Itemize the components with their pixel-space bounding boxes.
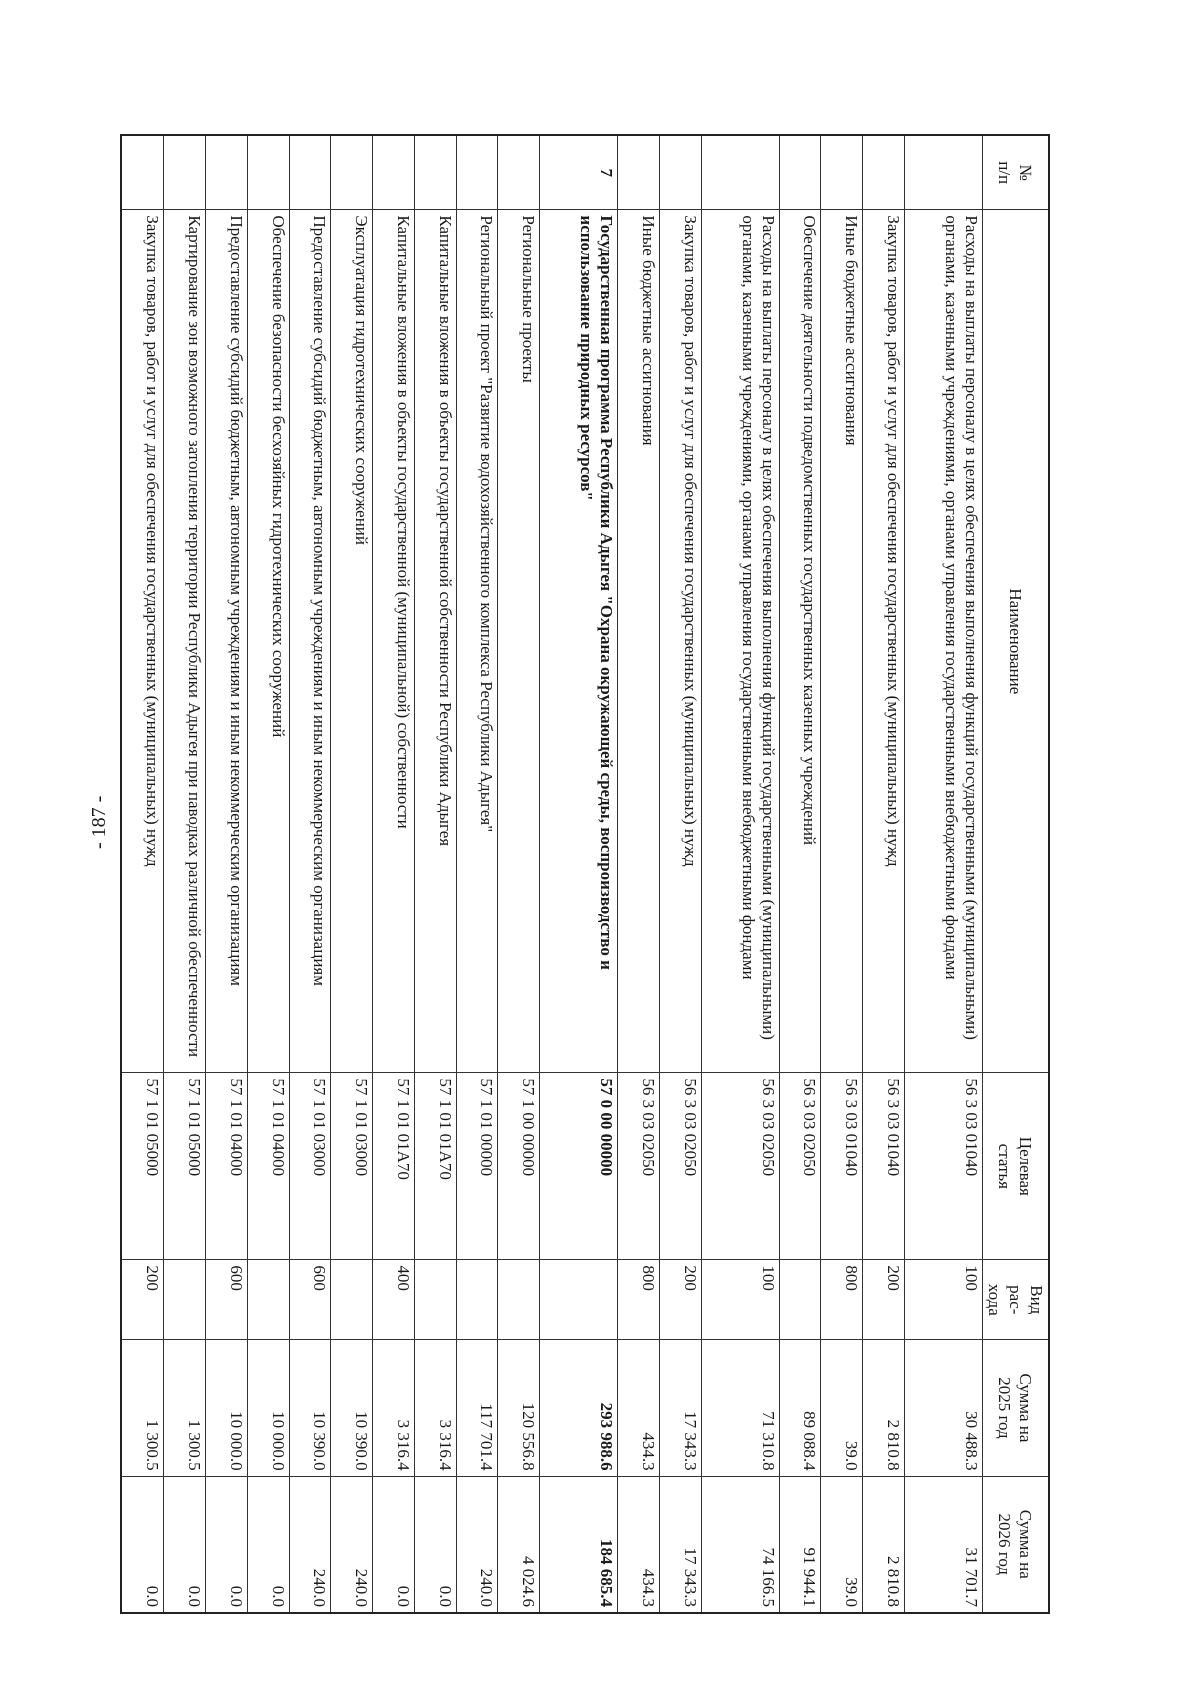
- table-row: [206, 135, 248, 1613]
- row-vid: 200: [121, 1260, 164, 1340]
- row-vid: 200: [863, 1260, 905, 1340]
- row-num: [701, 135, 779, 210]
- row-sum-2025: 3 316.4: [373, 1340, 415, 1476]
- table-row: [498, 135, 540, 1613]
- row-sum-2026: 0.0: [206, 1476, 248, 1613]
- row-name: Предоставление субсидий бюджетным, автономным учреждениям и иным некоммерческим организациям: [289, 210, 331, 1073]
- table-row: [540, 135, 618, 1613]
- header-code: Целевая статья: [983, 1073, 1050, 1260]
- row-vid: [331, 1260, 373, 1340]
- row-num: [206, 135, 248, 210]
- row-name: Закупка товаров, работ и услуг для обеспечения государственных (муниципальных) нужд: [659, 210, 701, 1073]
- row-num: [289, 135, 331, 210]
- row-sum-2025: 71 310.8: [701, 1340, 779, 1476]
- row-name: Государственная программа Республики Адыгея "Охрана окружающей среды, воспроизводство и использование природных ресурсов": [540, 210, 618, 1073]
- row-sum-2026: 17 343.3: [659, 1476, 701, 1613]
- header-name: Наименование: [983, 210, 1050, 1073]
- row-num: [456, 135, 498, 210]
- table-row: [779, 135, 821, 1613]
- table-row: [904, 135, 982, 1613]
- row-code: 56 3 03 02050: [659, 1073, 701, 1260]
- row-sum-2026: 4 024.6: [498, 1476, 540, 1613]
- row-num: [498, 135, 540, 210]
- table-body: [121, 135, 983, 1613]
- row-vid: [164, 1260, 206, 1340]
- table-row: [121, 135, 164, 1613]
- row-sum-2026: 91 944.1: [779, 1476, 821, 1613]
- page-number: - 187 -: [88, 795, 110, 849]
- row-code: 56 3 03 02050: [779, 1073, 821, 1260]
- row-sum-2025: 89 088.4: [779, 1340, 821, 1476]
- row-num: [659, 135, 701, 210]
- row-code: 57 1 01 03000: [289, 1073, 331, 1260]
- table-row: [618, 135, 660, 1613]
- row-sum-2026: 240.0: [289, 1476, 331, 1613]
- row-name: Иные бюджетные ассигнования: [618, 210, 660, 1073]
- row-num: [779, 135, 821, 210]
- row-code: 56 3 03 01040: [821, 1073, 863, 1260]
- row-name: Капитальные вложения в объекты государственной (муниципальной) собственности: [373, 210, 415, 1073]
- row-sum-2025: 1 300.5: [164, 1340, 206, 1476]
- header-num: № п/п: [983, 135, 1050, 210]
- row-sum-2025: 10 000.0: [206, 1340, 248, 1476]
- row-code: 57 1 01 01А70: [414, 1073, 456, 1260]
- row-code: 56 3 03 01040: [863, 1073, 905, 1260]
- table-row: [863, 135, 905, 1613]
- row-num: [331, 135, 373, 210]
- table-row: [701, 135, 779, 1613]
- row-sum-2025: 1 300.5: [121, 1340, 164, 1476]
- row-num: [618, 135, 660, 210]
- row-vid: 200: [659, 1260, 701, 1340]
- row-sum-2025: 2 810.8: [863, 1340, 905, 1476]
- row-code: 56 3 03 02050: [618, 1073, 660, 1260]
- row-sum-2026: 240.0: [456, 1476, 498, 1613]
- row-sum-2026: 0.0: [247, 1476, 289, 1613]
- row-vid: 800: [821, 1260, 863, 1340]
- table-row: [331, 135, 373, 1613]
- row-num: [904, 135, 982, 210]
- row-sum-2026: 0.0: [121, 1476, 164, 1613]
- row-code: 57 1 01 03000: [331, 1073, 373, 1260]
- row-vid: 600: [289, 1260, 331, 1340]
- row-name: Картирование зон возможного затопления территории Республики Адыгея при паводках различной обеспеченности: [164, 210, 206, 1073]
- row-sum-2026: 74 166.5: [701, 1476, 779, 1613]
- budget-table-sheet: [120, 134, 1050, 1614]
- row-code: 56 3 03 02050: [701, 1073, 779, 1260]
- table-row: [659, 135, 701, 1613]
- row-vid: [247, 1260, 289, 1340]
- row-num: [247, 135, 289, 210]
- row-num: [414, 135, 456, 210]
- row-sum-2025: 39.0: [821, 1340, 863, 1476]
- row-vid: 400: [373, 1260, 415, 1340]
- table-row: [289, 135, 331, 1613]
- row-name: Закупка товаров, работ и услуг для обеспечения государственных (муниципальных) нужд: [121, 210, 164, 1073]
- row-code: 57 1 01 00000: [456, 1073, 498, 1260]
- row-name: Эксплуатация гидротехнических сооружений: [331, 210, 373, 1073]
- row-name: Обеспечение деятельности подведомственных государственных казенных учреждений: [779, 210, 821, 1073]
- row-vid: 100: [701, 1260, 779, 1340]
- row-vid: [540, 1260, 618, 1340]
- table-row: [373, 135, 415, 1613]
- row-vid: 800: [618, 1260, 660, 1340]
- row-sum-2026: 39.0: [821, 1476, 863, 1613]
- row-sum-2025: 17 343.3: [659, 1340, 701, 1476]
- row-code: 57 1 01 04000: [206, 1073, 248, 1260]
- table-row: [414, 135, 456, 1613]
- row-sum-2026: 31 701.7: [904, 1476, 982, 1613]
- row-num: [821, 135, 863, 210]
- row-code: 57 1 01 05000: [164, 1073, 206, 1260]
- row-code: 57 1 01 04000: [247, 1073, 289, 1260]
- row-num: [164, 135, 206, 210]
- row-code: 57 1 00 00000: [498, 1073, 540, 1260]
- row-vid: [498, 1260, 540, 1340]
- row-sum-2025: 10 390.0: [289, 1340, 331, 1476]
- row-num: [863, 135, 905, 210]
- row-sum-2026: 0.0: [373, 1476, 415, 1613]
- table-header-row: [983, 135, 1050, 1613]
- row-vid: [414, 1260, 456, 1340]
- row-name: Иные бюджетные ассигнования: [821, 210, 863, 1073]
- row-vid: [779, 1260, 821, 1340]
- row-num: [373, 135, 415, 210]
- table-row: [247, 135, 289, 1613]
- row-sum-2025: 10 000.0: [247, 1340, 289, 1476]
- row-sum-2026: 0.0: [164, 1476, 206, 1613]
- row-name: Расходы на выплаты персоналу в целях обеспечения выполнения функций государственными (муниципальными) органами, казенными учреждениями, органами управления государственными внебюджетными фондами: [701, 210, 779, 1073]
- row-num: 7: [540, 135, 618, 210]
- row-sum-2026: 240.0: [331, 1476, 373, 1613]
- row-sum-2025: 10 390.0: [331, 1340, 373, 1476]
- row-sum-2025: 434.3: [618, 1340, 660, 1476]
- row-code: 57 1 01 01А70: [373, 1073, 415, 1260]
- row-sum-2025: 120 556.8: [498, 1340, 540, 1476]
- header-vid: Вид рас- хода: [983, 1260, 1050, 1340]
- row-name: Капитальные вложения в объекты государственной собственности Республики Адыгея: [414, 210, 456, 1073]
- row-sum-2025: 293 988.6: [540, 1340, 618, 1476]
- row-sum-2026: 184 685.4: [540, 1476, 618, 1613]
- row-sum-2026: 0.0: [414, 1476, 456, 1613]
- row-code: 56 3 03 01040: [904, 1073, 982, 1260]
- row-sum-2026: 434.3: [618, 1476, 660, 1613]
- row-name: Закупка товаров, работ и услуг для обеспечения государственных (муниципальных) нужд: [863, 210, 905, 1073]
- header-sum-2025: Сумма на 2025 год: [983, 1340, 1050, 1476]
- row-num: [121, 135, 164, 210]
- row-sum-2025: 117 701.4: [456, 1340, 498, 1476]
- row-sum-2026: 2 810.8: [863, 1476, 905, 1613]
- table-row: [164, 135, 206, 1613]
- row-name: Обеспечение безопасности бесхозяйных гидротехнических сооружений: [247, 210, 289, 1073]
- table-row: [821, 135, 863, 1613]
- row-code: 57 1 01 05000: [121, 1073, 164, 1260]
- row-sum-2025: 30 488.3: [904, 1340, 982, 1476]
- header-sum-2026: Сумма на 2026 год: [983, 1476, 1050, 1613]
- row-code: 57 0 00 00000: [540, 1073, 618, 1260]
- row-name: Расходы на выплаты персоналу в целях обеспечения выполнения функций государственными (муниципальными) органами, казенными учреждениями, органами управления государственными внебюджетными фондами: [904, 210, 982, 1073]
- table-row: [456, 135, 498, 1613]
- row-vid: [456, 1260, 498, 1340]
- budget-table: [120, 134, 1050, 1614]
- row-name: Региональный проект "Развитие водохозяйственного комплекса Республики Адыгея": [456, 210, 498, 1073]
- row-vid: 600: [206, 1260, 248, 1340]
- row-name: Предоставление субсидий бюджетным, автономным учреждениям и иным некоммерческим организациям: [206, 210, 248, 1073]
- row-vid: 100: [904, 1260, 982, 1340]
- row-name: Региональные проекты: [498, 210, 540, 1073]
- row-sum-2025: 3 316.4: [414, 1340, 456, 1476]
